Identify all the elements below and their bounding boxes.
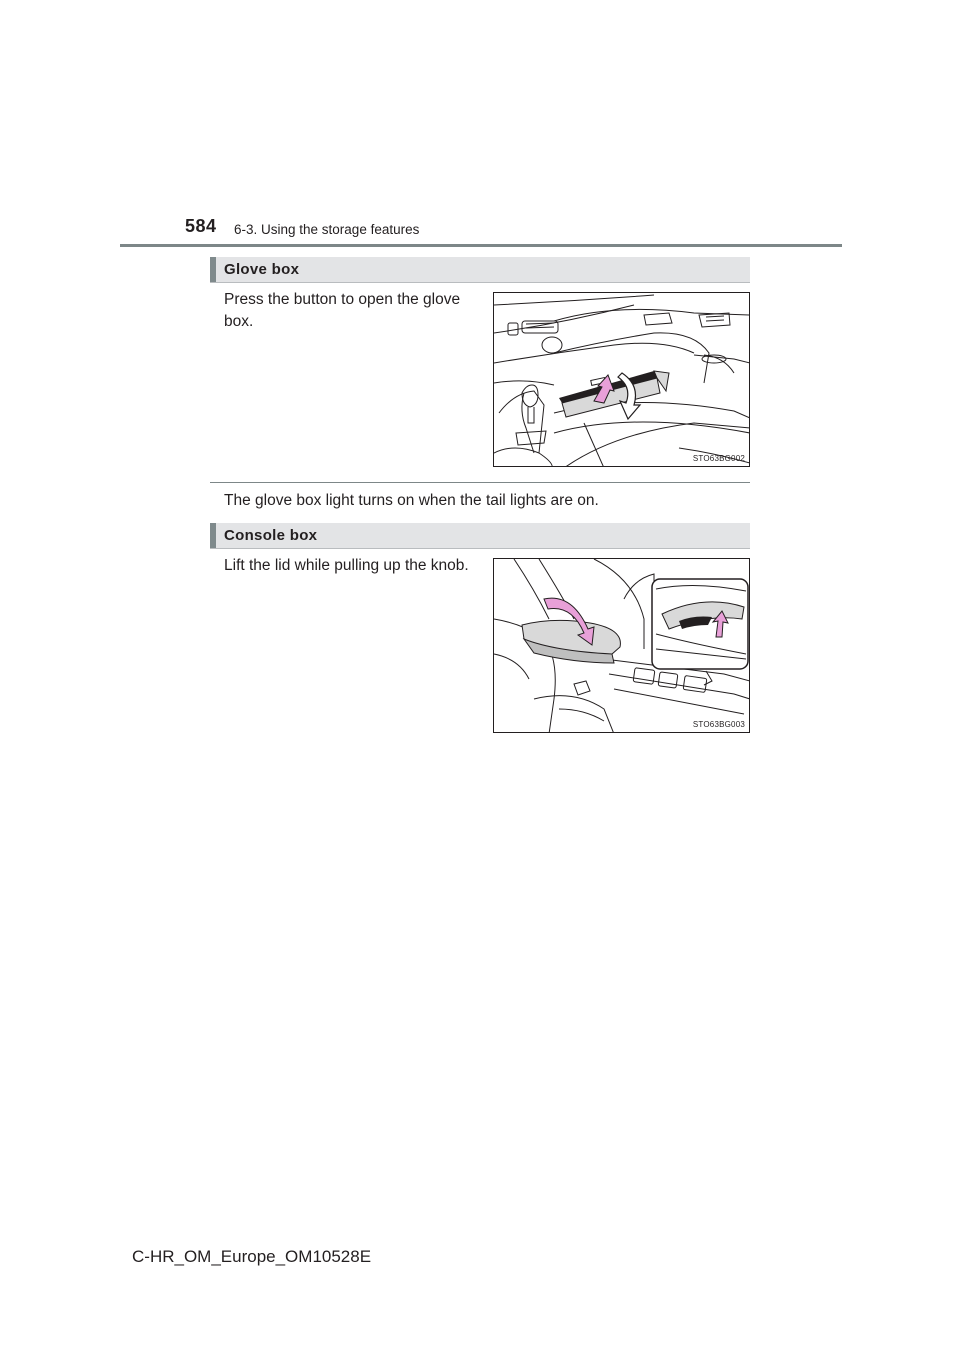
glove-box-heading: Glove box bbox=[224, 261, 300, 278]
page-number: 584 bbox=[185, 216, 217, 236]
console-box-figure-code: STO63BG003 bbox=[692, 720, 745, 729]
header-rule bbox=[120, 244, 842, 247]
section-title: 6-3. Using the storage features bbox=[234, 222, 420, 237]
glove-box-illustration bbox=[493, 292, 750, 467]
console-box-illustration bbox=[493, 558, 750, 733]
glove-box-heading-bar bbox=[210, 257, 750, 283]
console-box-drawing bbox=[494, 559, 750, 733]
console-box-instruction: Lift the lid while pulling up the knob. bbox=[224, 557, 469, 574]
heading-accent bbox=[210, 523, 216, 548]
footer-document-id: C-HR_OM_Europe_OM10528E bbox=[132, 1247, 372, 1266]
glove-box-light-note: The glove box light turns on when the tail lights are on. bbox=[224, 492, 599, 509]
heading-accent bbox=[210, 257, 216, 282]
section-divider bbox=[210, 482, 750, 483]
glove-box-drawing bbox=[494, 293, 750, 467]
glove-box-figure-code: STO63BG002 bbox=[692, 454, 745, 463]
console-box-heading-bar bbox=[210, 523, 750, 549]
glove-box-instruction: Press the button to open the glove box. bbox=[224, 291, 461, 330]
console-box-heading: Console box bbox=[224, 527, 318, 544]
